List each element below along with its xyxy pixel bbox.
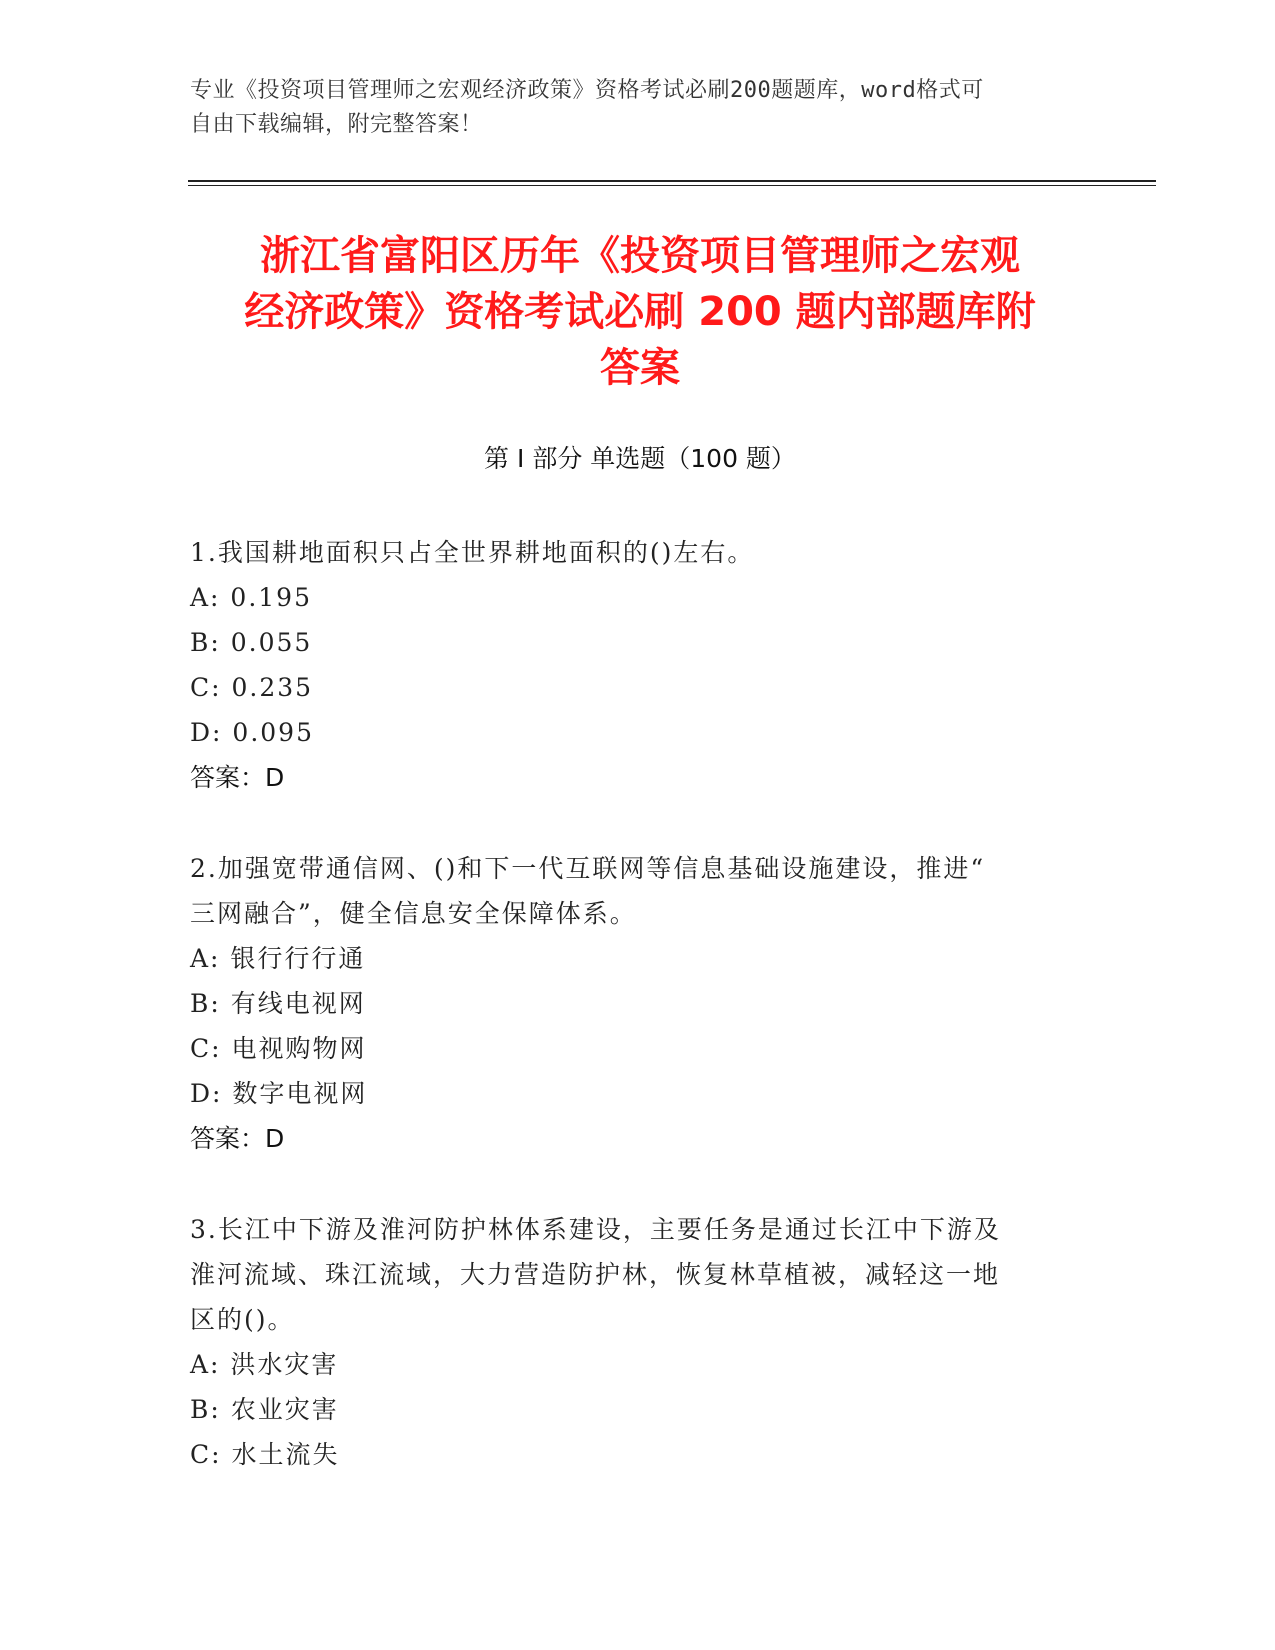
question-1 [190, 530, 1070, 800]
section-heading: 第 I 部分 单选题（100 题） [484, 444, 796, 473]
option-d: D: 数字电视网 [190, 1079, 368, 1108]
document-title-line-3: 答案 [600, 345, 680, 391]
option-a: A: 银行行行通 [190, 944, 366, 973]
option-b: B: 农业灾害 [190, 1395, 339, 1424]
header-note-line-1: 专业《投资项目管理师之宏观经济政策》资格考试必刷200题题库，word格式可 [190, 78, 984, 103]
option-c: C: 电视购物网 [190, 1034, 367, 1063]
header-rule-thin [188, 185, 1156, 186]
question-3 [190, 1207, 1070, 1477]
option-c: C: 0.235 [190, 673, 314, 702]
question-stem: 区的()。 [190, 1305, 295, 1334]
question-stem: 淮河流域、珠江流域，大力营造防护林，恢复林草植被，减轻这一地 [190, 1260, 1001, 1289]
question-list [190, 530, 1070, 1523]
option-b: B: 有线电视网 [190, 989, 366, 1018]
option-c: C: 水土流失 [190, 1440, 340, 1469]
document-title-line-2: 经济政策》资格考试必刷 200 题内部题库附 [244, 289, 1036, 335]
question-stem: 3.长江中下游及淮河防护林体系建设，主要任务是通过长江中下游及 [190, 1215, 1001, 1244]
question-stem: 三网融合”，健全信息安全保障体系。 [190, 899, 637, 928]
question-stem: 1.我国耕地面积只占全世界耕地面积的()左右。 [190, 538, 755, 567]
document-title-line-1: 浙江省富阳区历年《投资项目管理师之宏观 [260, 233, 1020, 279]
option-d: D: 0.095 [190, 718, 314, 747]
option-b: B: 0.055 [190, 628, 313, 657]
question-2 [190, 846, 1070, 1161]
document-title [190, 228, 1090, 396]
question-answer: 答案：D [190, 763, 285, 792]
header-note [190, 74, 1090, 142]
question-answer: 答案：D [190, 1124, 285, 1153]
question-stem: 2.加强宽带通信网、()和下一代互联网等信息基础设施建设，推进“ [190, 854, 986, 883]
option-a: A: 0.195 [190, 583, 312, 612]
option-a: A: 洪水灾害 [190, 1350, 339, 1379]
header-note-line-2: 自由下载编辑，附完整答案！ [190, 112, 483, 137]
header-rule-thick [188, 180, 1156, 182]
